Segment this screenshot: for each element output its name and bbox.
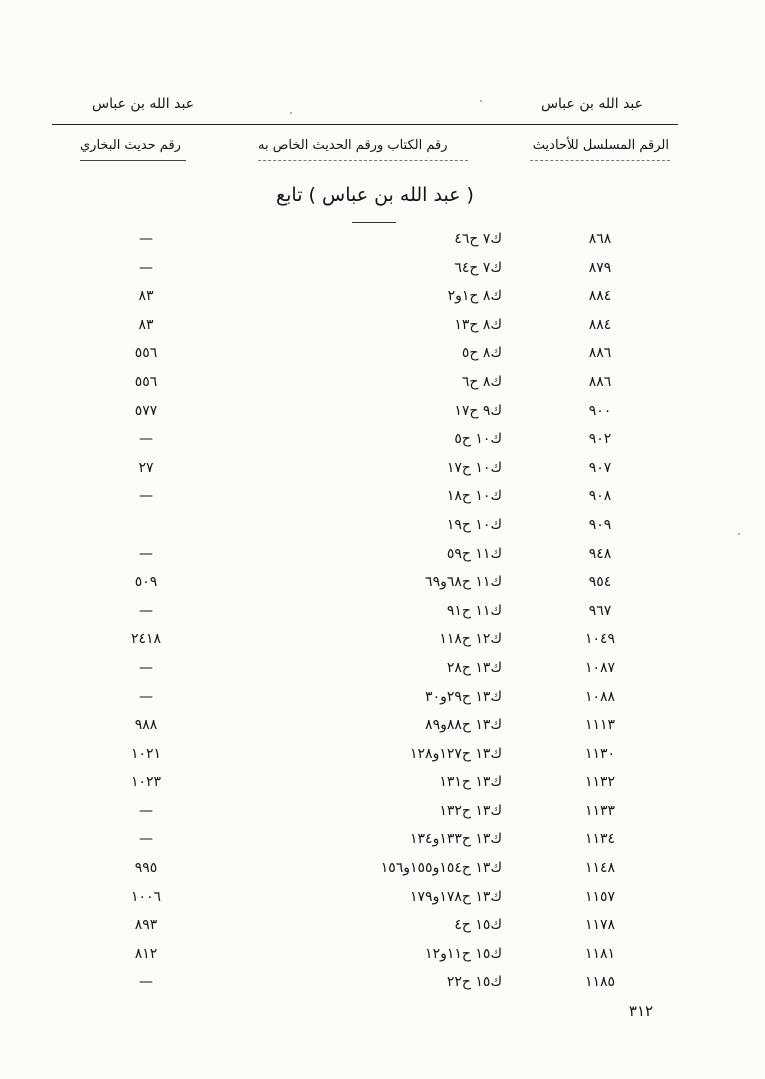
column-header-serial: الرقم المسلسل للأحاديث bbox=[532, 138, 669, 153]
bukhari-cell: — bbox=[139, 974, 153, 991]
book-cell: ك١٣ ح١٣١ bbox=[439, 774, 502, 791]
serial-cell: ١١٨٥ bbox=[584, 974, 616, 991]
bukhari-cell: ٥٠٩ bbox=[134, 574, 158, 591]
table-row bbox=[0, 313, 765, 342]
table-row bbox=[0, 570, 765, 599]
book-cell: ك٨ ح٦ bbox=[461, 373, 502, 390]
column-header-bukhari: رقم حديث البخاري bbox=[80, 138, 181, 153]
table-row bbox=[0, 227, 765, 256]
book-cell: ك٨ ح١و٢ bbox=[447, 288, 502, 305]
book-cell: ك١٣ ح١٣٣و١٣٤ bbox=[410, 831, 502, 848]
section-title: ( عبد الله بن عباس ) تابع bbox=[276, 184, 474, 206]
column-underline-bukhari bbox=[80, 160, 186, 161]
table-row bbox=[0, 627, 765, 656]
book-cell: ك١١ ح٥٩ bbox=[446, 545, 502, 562]
section-rule bbox=[352, 222, 396, 223]
book-cell: ك١٠ ح١٨ bbox=[446, 488, 502, 505]
table-row bbox=[0, 942, 765, 971]
table-row bbox=[0, 885, 765, 914]
table-row bbox=[0, 913, 765, 942]
book-cell: ك١٣ ح٢٨ bbox=[446, 659, 502, 676]
table-row bbox=[0, 656, 765, 685]
book-cell: ك١٠ ح١٩ bbox=[446, 516, 502, 533]
book-cell: ك٨ ح٥ bbox=[461, 345, 502, 362]
book-cell: ك١٥ ح١١و١٢ bbox=[425, 945, 502, 962]
serial-cell: ٩٠٢ bbox=[588, 431, 612, 448]
book-cell: ك٨ ح١٣ bbox=[454, 316, 502, 333]
bukhari-cell: ٩٩٥ bbox=[134, 860, 158, 877]
bukhari-cell: ١٠٢٣ bbox=[130, 774, 162, 791]
serial-cell: ٩٠٨ bbox=[588, 488, 612, 505]
bukhari-cell: ٨٣ bbox=[138, 316, 154, 333]
serial-cell: ١١٤٨ bbox=[584, 860, 616, 877]
bukhari-cell: — bbox=[139, 659, 153, 676]
serial-cell: ٩٠٩ bbox=[588, 516, 612, 533]
running-head-right: عبد الله بن عباس bbox=[540, 96, 643, 112]
serial-cell: ٨٨٦ bbox=[588, 373, 612, 390]
table-row bbox=[0, 484, 765, 513]
table-row bbox=[0, 685, 765, 714]
bukhari-cell: ١٠٢١ bbox=[130, 745, 162, 762]
book-cell: ك١٣ ح٢٩و٣٠ bbox=[425, 688, 502, 705]
table-row bbox=[0, 284, 765, 313]
bukhari-cell: ٢٧ bbox=[138, 459, 154, 476]
serial-cell: ٨٧٩ bbox=[588, 259, 612, 276]
book-cell: ك١٥ ح٢٢ bbox=[446, 974, 502, 991]
ink-speck bbox=[480, 100, 482, 102]
header-rule bbox=[52, 124, 678, 125]
serial-cell: ١٠٤٩ bbox=[584, 631, 616, 648]
table-row bbox=[0, 341, 765, 370]
bukhari-cell: ١٠٠٦ bbox=[130, 888, 162, 905]
bukhari-cell: ٨٩٣ bbox=[134, 917, 158, 934]
hadith-table bbox=[0, 227, 765, 999]
serial-cell: ٨٨٤ bbox=[588, 288, 612, 305]
running-head-left: عبد الله بن عباس bbox=[92, 96, 195, 112]
serial-cell: ١١٣٠ bbox=[584, 745, 616, 762]
table-row bbox=[0, 399, 765, 428]
book-cell: ك١٣ ح١٧٨و١٧٩ bbox=[410, 888, 502, 905]
table-row bbox=[0, 599, 765, 628]
table-row bbox=[0, 827, 765, 856]
book-cell: ك٩ ح١٧ bbox=[454, 402, 502, 419]
bukhari-cell: — bbox=[139, 488, 153, 505]
table-row bbox=[0, 856, 765, 885]
bukhari-cell: — bbox=[139, 802, 153, 819]
bukhari-cell: — bbox=[139, 545, 153, 562]
bukhari-cell: ٥٥٦ bbox=[134, 373, 158, 390]
column-underline-serial bbox=[530, 160, 670, 161]
book-cell: ك١٣ ح٨٨و٨٩ bbox=[425, 717, 502, 734]
bukhari-cell: — bbox=[139, 259, 153, 276]
table-row bbox=[0, 799, 765, 828]
book-cell: ك١١ ح٦٨و٦٩ bbox=[425, 574, 502, 591]
table-row bbox=[0, 427, 765, 456]
serial-cell: ١١٣٣ bbox=[584, 802, 616, 819]
serial-cell: ١١٥٧ bbox=[584, 888, 616, 905]
table-row bbox=[0, 770, 765, 799]
bukhari-cell: — bbox=[139, 231, 153, 247]
serial-cell: ٨٨٦ bbox=[588, 345, 612, 362]
table-row bbox=[0, 370, 765, 399]
table-row bbox=[0, 742, 765, 771]
serial-cell: ١٠٨٧ bbox=[584, 659, 616, 676]
book-cell: ك١٣ ح١٥٤و١٥٥و١٥٦ bbox=[380, 860, 502, 877]
column-header-book: رقم الكتاب ورقم الحديث الخاص به bbox=[258, 138, 448, 153]
serial-cell: ٩٤٨ bbox=[588, 545, 612, 562]
book-cell: ك٧ ح٦٤ bbox=[454, 259, 502, 276]
bukhari-cell: ٥٥٦ bbox=[134, 345, 158, 362]
bukhari-cell: — bbox=[139, 688, 153, 705]
bukhari-cell: — bbox=[139, 602, 153, 619]
serial-cell: ١١٣٤ bbox=[584, 831, 616, 848]
serial-cell: ٨٨٤ bbox=[588, 316, 612, 333]
serial-cell: ٩٦٧ bbox=[588, 602, 612, 619]
book-cell: ك١٥ ح٤ bbox=[454, 917, 502, 934]
ink-speck bbox=[290, 112, 292, 114]
book-cell: ك١١ ح٩١ bbox=[446, 602, 502, 619]
serial-cell: ١١٨١ bbox=[584, 945, 616, 962]
serial-cell: ٩٥٤ bbox=[588, 574, 612, 591]
serial-cell: ٨٦٨ bbox=[588, 231, 612, 247]
book-cell: ك١٢ ح١١٨ bbox=[439, 631, 502, 648]
serial-cell: ١١٧٨ bbox=[584, 917, 616, 934]
table-row bbox=[0, 256, 765, 285]
table-row bbox=[0, 970, 765, 999]
table-row bbox=[0, 713, 765, 742]
bukhari-cell: ٢٤١٨ bbox=[130, 631, 162, 648]
table-row bbox=[0, 542, 765, 571]
bukhari-cell: — bbox=[139, 831, 153, 848]
book-cell: ك١٣ ح١٣٢ bbox=[439, 802, 502, 819]
book-cell: ك١٠ ح١٧ bbox=[446, 459, 502, 476]
serial-cell: ٩٠٠ bbox=[588, 402, 612, 419]
page-number: ٣١٢ bbox=[628, 1002, 654, 1020]
table-row bbox=[0, 456, 765, 485]
ink-speck bbox=[738, 533, 740, 535]
book-cell: ك٧ ح٤٦ bbox=[454, 231, 502, 247]
serial-cell: ٩٠٧ bbox=[588, 459, 612, 476]
bukhari-cell: ٨٣ bbox=[138, 288, 154, 305]
serial-cell: ١١١٣ bbox=[584, 717, 616, 734]
bukhari-cell: — bbox=[139, 431, 153, 448]
bukhari-cell: ٥٧٧ bbox=[134, 402, 158, 419]
serial-cell: ١٠٨٨ bbox=[584, 688, 616, 705]
bukhari-cell: ٨١٢ bbox=[134, 945, 158, 962]
bukhari-cell: ٩٨٨ bbox=[134, 717, 158, 734]
book-cell: ك١٠ ح٥ bbox=[454, 431, 502, 448]
book-cell: ك١٣ ح١٢٧و١٢٨ bbox=[410, 745, 502, 762]
serial-cell: ١١٣٢ bbox=[584, 774, 616, 791]
column-underline-book bbox=[258, 160, 468, 161]
table-row bbox=[0, 513, 765, 542]
